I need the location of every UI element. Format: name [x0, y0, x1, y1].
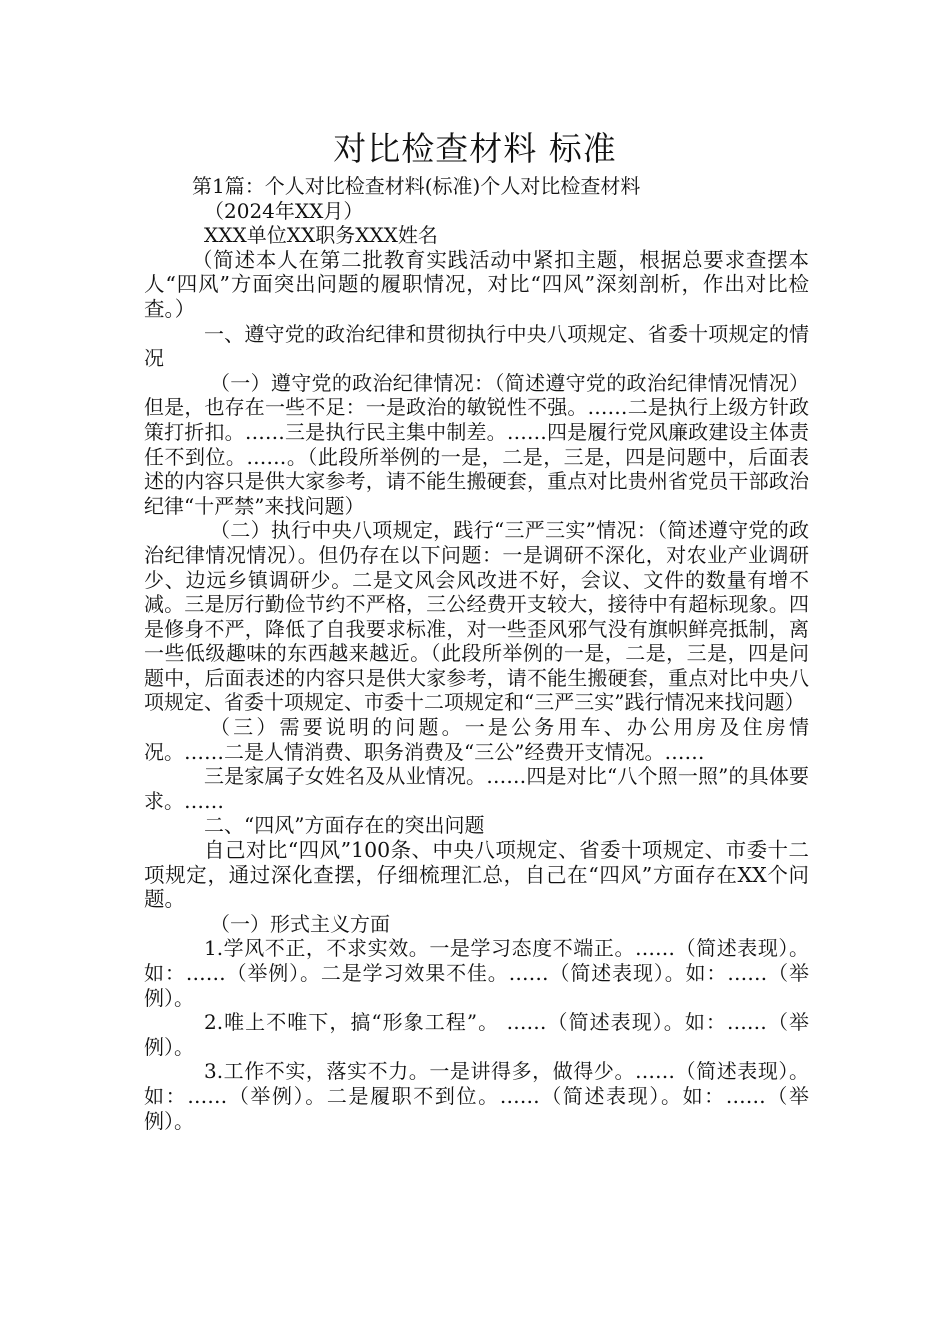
document-title: 对比检查材料 标准	[333, 129, 617, 168]
section-heading-2: 二、“四风”方面存在的突出问题	[204, 813, 485, 838]
section-heading-part-1: 第1篇：个人对比检查材料(标准)个人对比检查材料	[192, 174, 641, 198]
document-body	[144, 174, 809, 1133]
paragraph-eight-rules: （二）执行中央八项规定，践行“三严三实”情况：（简述遵守党的政治纪律情况情况）。但仍存在以下问题：一是调研不深化，对农业产业调研少、边远乡镇调研少。二是文风会风改进不好，会议、文件的数量有增不减。三是厉行勤俭节约不严格，三公经费开支较大，接待中有超标现象。四是修身不严，降低了自我要求标准，对一些歪风邪气没有旗帜鲜亮抵制，离一些低级趣味的东西越来越近。（此段所举例的一是，二是，三是，四是问题中，后面表述的内容只是供大家参考，请不能生搬硬套，重点对比中央八项规定、省委十项规定、市委十二项规定和“三严三实”践行情况来找问题）	[144, 518, 809, 715]
subsection-heading-formalism: （一）形式主义方面	[210, 911, 390, 936]
list-item-2: 2.唯上不唯下，搞“形象工程”。 ……（简述表现）。如：……（举例）。	[144, 1010, 809, 1059]
list-item-1: 1.学风不正，不求实效。一是学习态度不端正。……（简述表现）。如：……（举例）。二是学习效果不佳。……（简述表现）。如：……（举例）。	[144, 936, 809, 1010]
author-line: XXX单位XX职务XXX姓名	[204, 223, 438, 248]
list-item-3: 3.工作不实，落实不力。一是讲得多，做得少。……（简述表现）。如：……（举例）。二是履职不到位。……（简述表现）。如：……（举例）。	[144, 1059, 809, 1133]
paragraph-problem-summary: 自己对比“四风”100条、中央八项规定、省委十项规定、市委十二项规定，通过深化查摆，仔细梳理汇总，自己在“四风”方面存在XX个问题。	[144, 838, 809, 912]
paragraph-political-discipline: （一）遵守党的政治纪律情况：（简述遵守党的政治纪律情况情况）但是，也存在一些不足：一是政治的敏锐性不强。……二是执行上级方针政策打折扣。……三是执行民主集中制差。……四是履行党风廉政建设主体责任不到位。……。（此段所举例的一是，二是，三是，四是问题中，后面表述的内容只是供大家参考，请不能生搬硬套，重点对比贵州省党员干部政治纪律“十严禁”来找问题）	[144, 370, 809, 518]
paragraph-family-info: 三是家属子女姓名及从业情况。……四是对比“八个照一照”的具体要求。……	[144, 764, 809, 813]
paragraph-items-to-explain: （三）需要说明的问题。一是公务用车、办公用房及住房情况。……二是人情消费、职务消费及“三公”经费开支情况。……	[144, 715, 809, 764]
date-line: （2024年XX月）	[204, 198, 364, 223]
intro-paragraph: （简述本人在第二批教育实践活动中紧扣主题，根据总要求查摆本人“四风”方面突出问题的履职情况，对比“四风”深刻剖析，作出对比检查。）	[144, 247, 809, 321]
section-heading-1: 一、遵守党的政治纪律和贯彻执行中央八项规定、省委十项规定的情况	[144, 321, 809, 371]
